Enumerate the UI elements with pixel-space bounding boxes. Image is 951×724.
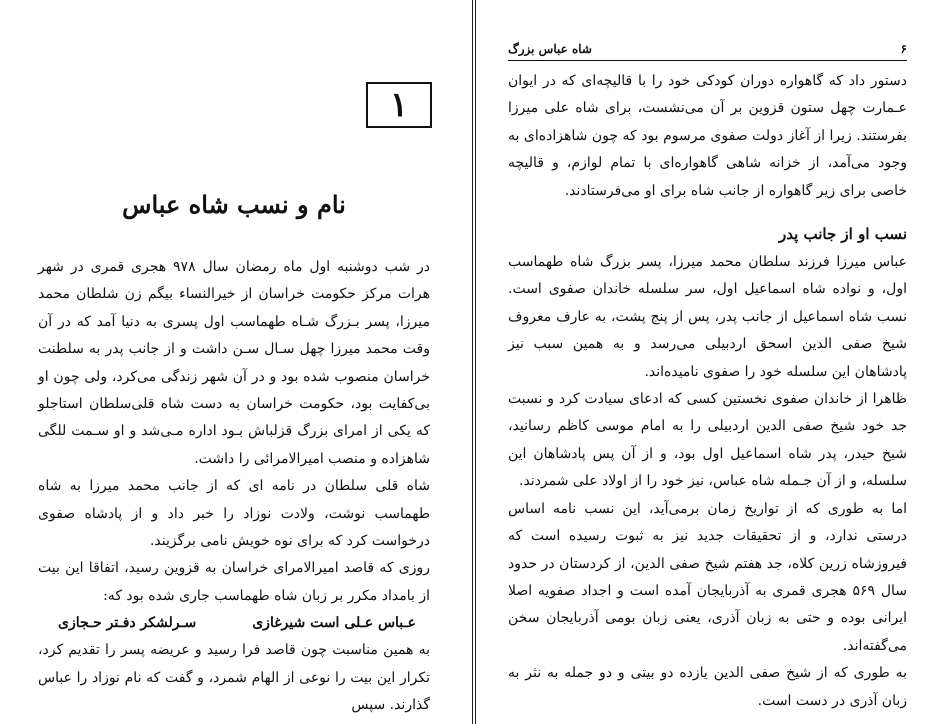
verse-hemistich-2: سـرلشکر دفـتر حـجازی	[58, 615, 197, 632]
paragraph: شاه قلی سلطان در نامه ای که از جانب محمد میرزا به شاه طهماسب نوشت، ولادت نوزاد را خبر داد و از پادشاه صفوی درخواست کرد که برای نوه خویش نامی برگزیند.	[38, 478, 430, 550]
left-page-body	[38, 254, 430, 720]
left-page	[0, 0, 474, 724]
paragraph: به همین مناسبت چون قاصد فرا رسید و عریضه پسر را تقدیم کرد، تکرار این بیت را نوعی از الهام شمرد، و گفت که نام نوزاد را عباس گذارند. سپس	[38, 642, 430, 714]
right-page-body	[508, 68, 907, 715]
page-gutter-divider	[472, 0, 476, 724]
running-title: شاه عباس بزرگ	[508, 42, 592, 56]
section-heading: نسب او از جانب پدر	[778, 225, 907, 244]
paragraph: دستور داد که گاهواره دوران کودکی خود را با قالیچه‌ای که در ایوان عـمارت چهل ستون قزوین بر آن می‌نشست، برای شاه علی میرزا بفرستند. زیرا از آغاز دولت صفوی مرسوم بود که چون شاهزاده‌ای به وجود می‌آمد، از خزانه شاهی گاهواره‌ای با تمام لوازم، و قالیچه خاصی برای زیر گاهواره از جانب شاه برای او می‌فرستادند.	[508, 73, 907, 199]
paragraph: روزی که قاصد امیرالامرای خراسان به قزوین رسید، اتفاقا این بیت از بامداد مکرر بر زبان شاه طهماسب جاری شده بود که:	[38, 560, 430, 604]
paragraph: در شب دوشنبه اول ماه رمضان سال ۹۷۸ هجری قمری در شهر هرات مرکز حکومت خراسان از خیرالنساء بیگم زن شلطان محمد میرزا، پسر بـزرگ شـاه طهماسب اول پسری به دنیا آمد که در آن وقت محمد میرزا چهل سـال سـن داشت و از جانب پدر به سلطنت خراسان منصوب شده بود و در آن شهر زندگی می‌کرد، ولی چون او بی‌کفایت بود، حکومت خراسان به دست شاه قلی‌سلطان استاجلو که یکی از امرای بزرگ قزلباش بـود اداره مـی‌شد و او سـمت للگی شاهزاده و منصب امیرالامرائی را داشت.	[38, 259, 430, 467]
right-page	[478, 0, 951, 724]
paragraph: عباس میرزا فرزند سلطان محمد میرزا، پسر بزرگ شاه طهماسب اول، و نواده شاه اسماعیل اول، سر سلسله خاندان صفوی است. نسب شاه اسماعیل از جانب پدر، پس از پنج پشت، به عارف معروف شیخ صفی الدین اسحق اردبیلی می‌رسد و به همین سبب نیز پادشاهان این سلسله خود را صفوی نامیده‌اند.	[508, 254, 907, 380]
page-number: ۶	[900, 42, 907, 56]
paragraph: به طوری که از شیخ صفی الدین یازده دو بیتی و دو جمله به نثر به زبان آذری در دست است.	[508, 665, 907, 709]
verse-hemistich-1: عـباس عـلی است شیرغازی	[252, 615, 416, 632]
running-header	[508, 38, 907, 61]
paragraph: اما به طوری که از تواریخ زمان برمی‌آید، این نسب نامه اساس درستی ندارد، و از تحقیقات جدید نیز به ثبوت رسیده است که فیروزشاه زرین کلاه، جد هفتم شیخ صفی الدین، از کردستان در حدود سال ۵۶۹ هجری قمری به آذربایجان آمده است و اجداد صفویه اصلا ایرانی بوده و حتی به زبان آذری، یعنی زبان بومی آذربایجان سخن می‌گفته‌اند.	[508, 500, 907, 654]
chapter-number: ۱	[389, 85, 409, 125]
chapter-title: نام و نسب شاه عباس	[122, 190, 346, 219]
poem-verse	[38, 610, 430, 637]
chapter-number-box	[366, 82, 432, 128]
paragraph: ظاهرا از خاندان صفوی نخستین کسی که ادعای سیادت کرد و نسبت جد خود شیخ صفی الدین اردبیلی را به امام موسی کاظم رسانید، شیخ حیدر، پدر شاه اسماعیل اول بود، و از آن پس پادشاهان این سلسله، و از آن جـمله شاه عباس، نیز خود را از اولاد علی شمردند.	[508, 391, 907, 490]
